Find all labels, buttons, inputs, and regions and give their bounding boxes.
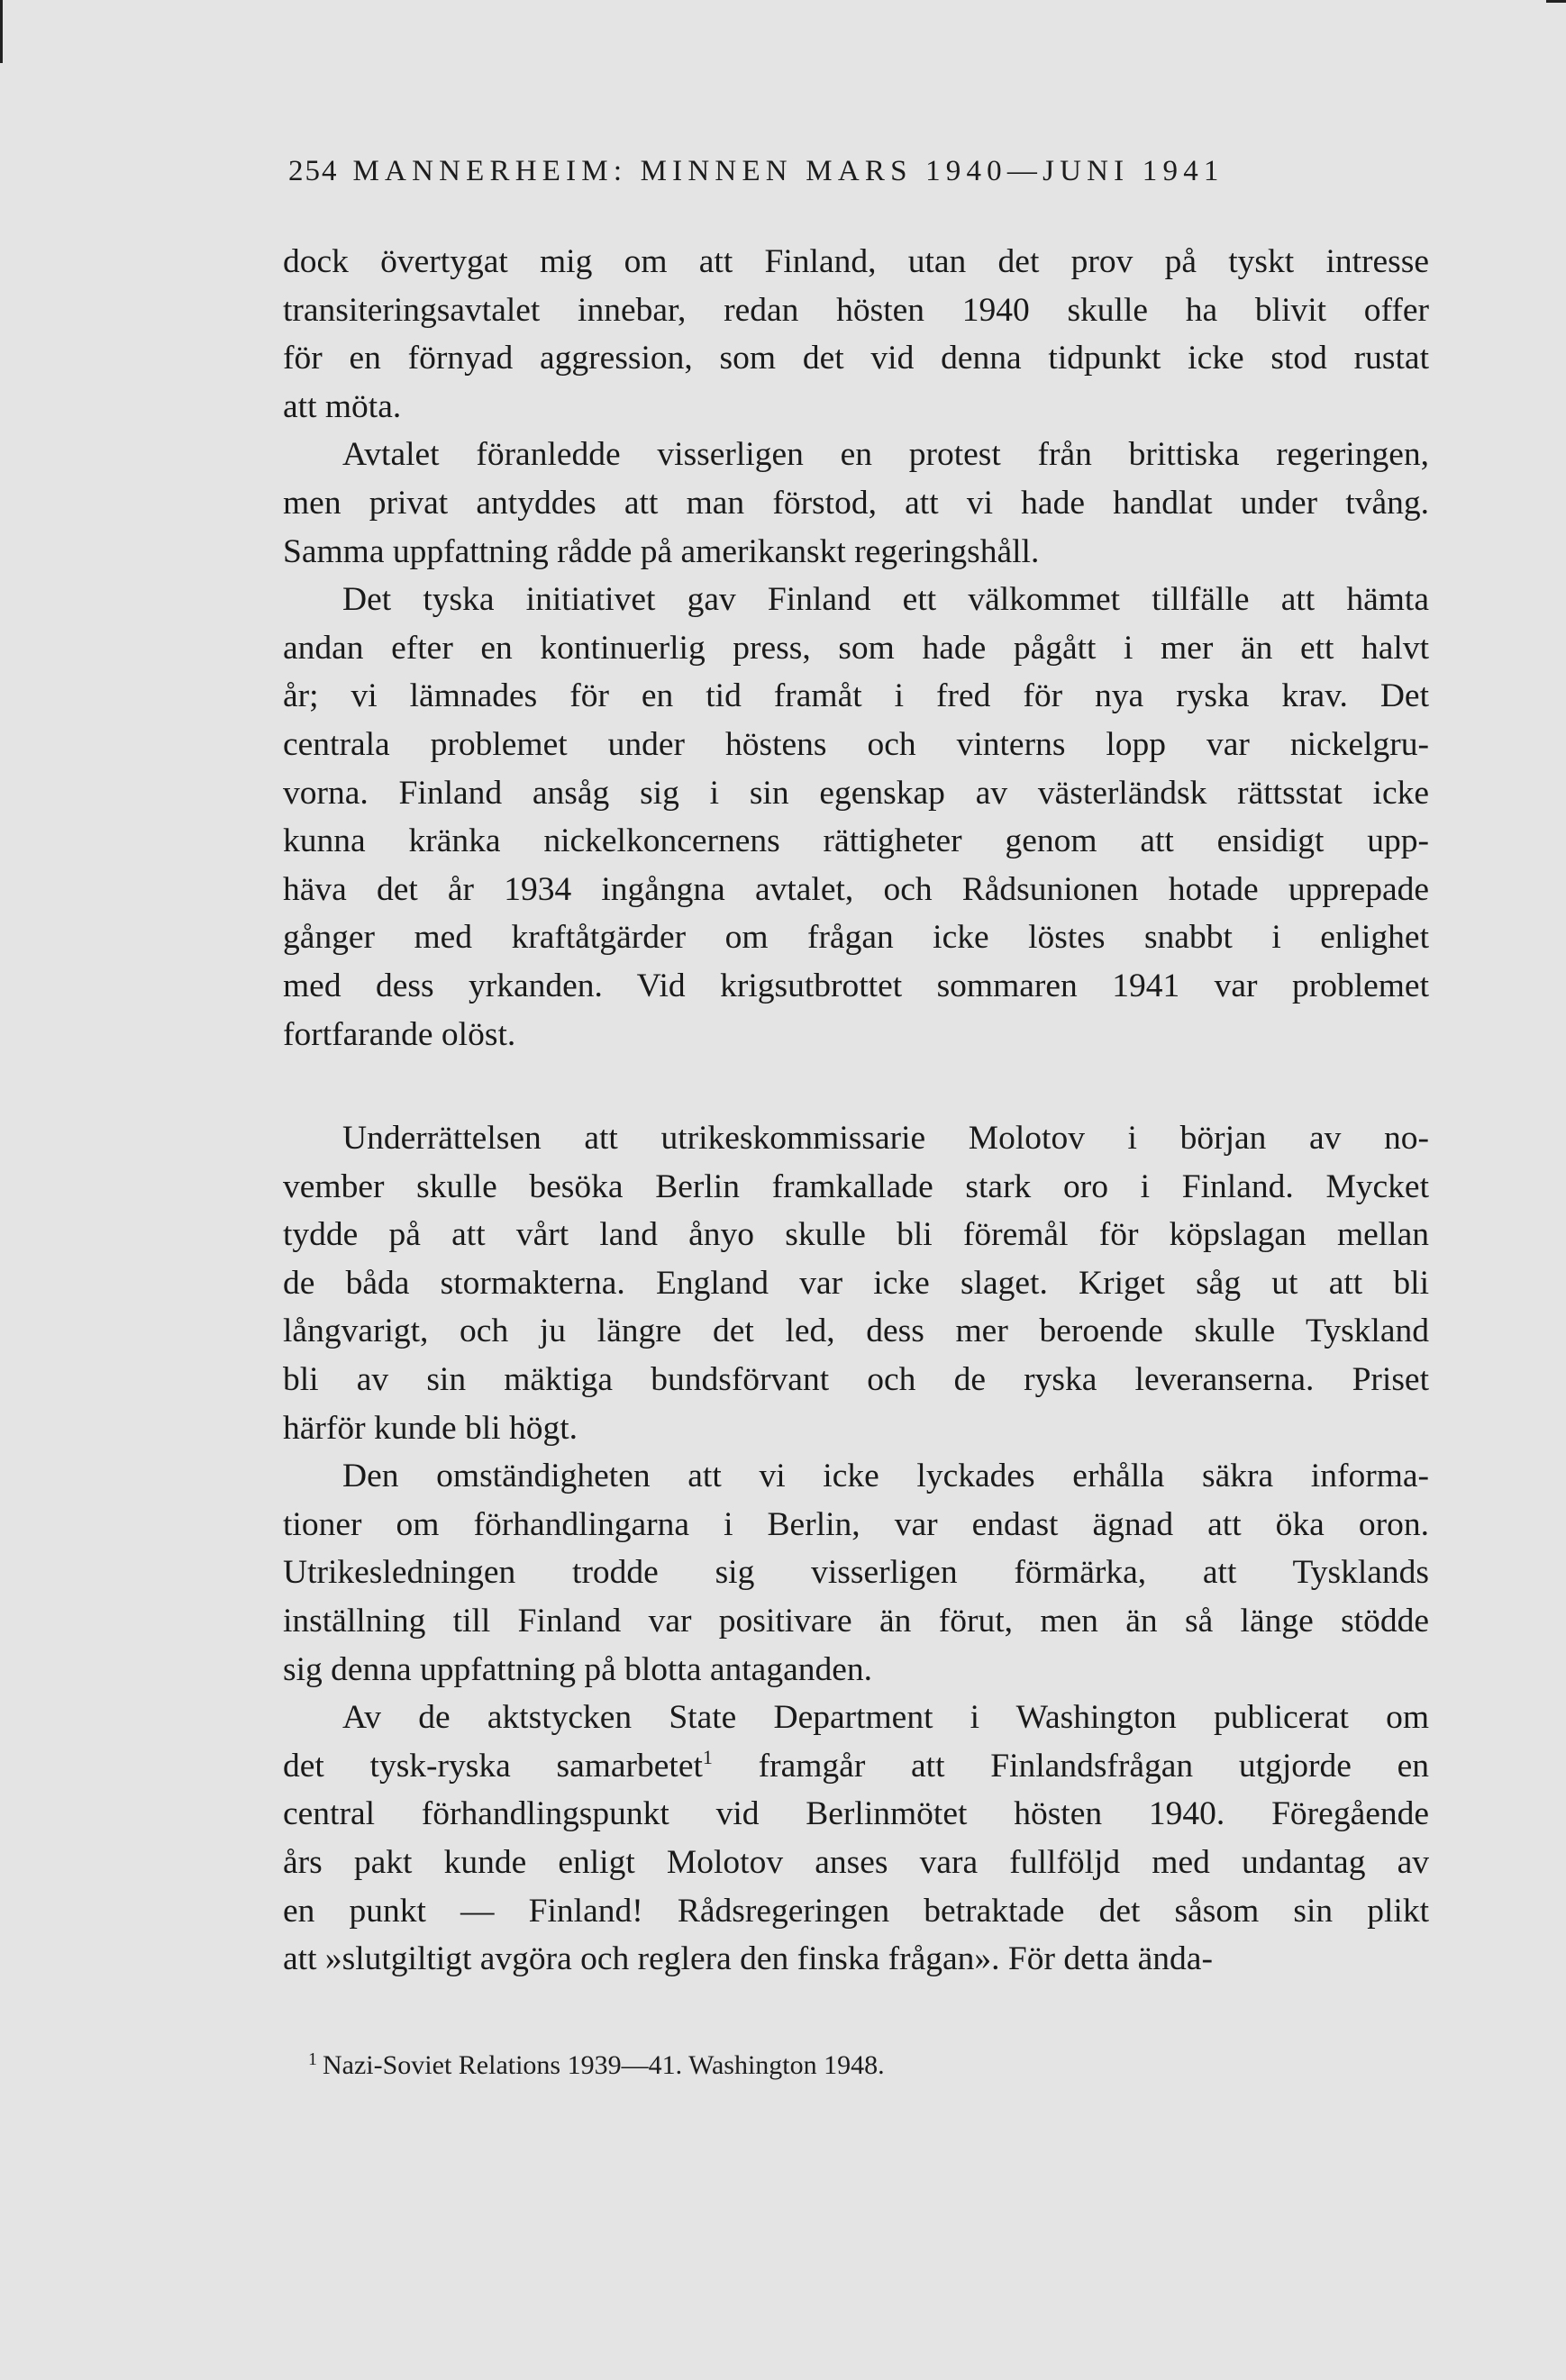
text-line: gånger med kraftåtgärder om frågan icke löstes snabbt i enlighet — [283, 919, 1429, 957]
text-line: Underrättelsen att utrikeskommissarie Molotov i början av no- — [342, 1120, 1429, 1158]
paragraph — [283, 576, 1429, 1058]
text-line: de båda stormakterna. England var icke slaget. Kriget såg ut att bli — [283, 1264, 1429, 1302]
paragraph — [283, 431, 1429, 576]
text-line: bli av sin mäktiga bundsförvant och de ryska leveranserna. Priset — [283, 1361, 1429, 1399]
text-line: andan efter en kontinuerlig press, som hade pågått i mer än ett halvt — [283, 629, 1429, 667]
text-line: Den omständigheten att vi icke lyckades erhålla säkra informa- — [342, 1458, 1429, 1495]
running-head — [288, 155, 1460, 188]
text-line: tydde på att vårt land ånyo skulle bli föremål för köpslagan mellan — [283, 1216, 1429, 1254]
text-line: Samma uppfattning rådde på amerikanskt regeringshåll. — [283, 532, 1040, 570]
footnote-marker[interactable]: 1 — [702, 1745, 713, 1768]
text-line: Det tyska initiativet gav Finland ett välkommet tillfälle att hämta — [342, 581, 1429, 619]
text-line: års pakt kunde enligt Molotov anses vara fullföljd med undantag av — [283, 1844, 1429, 1881]
text-line: vember skulle besöka Berlin framkallade stark oro i Finland. Mycket — [283, 1167, 1429, 1205]
text-line: att »slutgiltigt avgöra och reglera den finska frågan». För detta ända- — [283, 1940, 1213, 1978]
text-line — [283, 1742, 1429, 1791]
text-line: för en förnyad aggression, som det vid denna tidpunkt icke stod rustat — [283, 340, 1429, 377]
text-line: transiteringsavtalet innebar, redan hösten 1940 skulle ha blivit offer — [283, 291, 1429, 329]
page-number: 254 — [288, 155, 339, 187]
text-line: långvarigt, och ju längre det led, dess mer beroende skulle Tyskland — [283, 1313, 1429, 1350]
scan-edge-left — [0, 0, 3, 63]
text-line: inställning till Finland var positivare än förut, men än så länge stödde — [283, 1603, 1429, 1640]
paragraph — [283, 238, 1429, 431]
text-line: dock övertygat mig om att Finland, utan det prov på tyskt intresse — [283, 243, 1429, 280]
text-line: men privat antyddes att man förstod, att vi hade handlat under tvång. — [283, 484, 1429, 522]
text-line: häva det år 1934 ingångna avtalet, och Rådsunionen hotade upprepade — [283, 870, 1429, 908]
paragraph — [283, 1114, 1429, 1452]
text-line: tioner om förhandlingarna i Berlin, var endast ägnad att öka oron. — [283, 1505, 1429, 1543]
text-line: fortfarande olöst. — [283, 1015, 516, 1053]
text-line: Avtalet föranledde visserligen en protest från brittiska regeringen, — [342, 436, 1429, 474]
text-line: central förhandlingspunkt vid Berlinmötet hösten 1940. Föregående — [283, 1795, 1429, 1833]
text-segment: det tysk-ryska samarbetet — [283, 1747, 703, 1785]
text-line: vorna. Finland ansåg sig i sin egenskap av västerländsk rättsstat icke — [283, 774, 1429, 812]
text-line: härför kunde bli högt. — [283, 1409, 578, 1447]
text-line: Av de aktstycken State Department i Washington publicerat om — [342, 1699, 1429, 1737]
scan-edge-right — [1546, 0, 1566, 3]
body-text — [283, 238, 1429, 1984]
footnote — [308, 2049, 885, 2081]
text-line: sig denna uppfattning på blotta antaganden. — [283, 1650, 872, 1688]
text-line: en punkt — Finland! Rådsregeringen betraktade det såsom sin plikt — [283, 1892, 1429, 1930]
footnote-number: 1 — [308, 2049, 317, 2069]
text-line: kunna kränka nickelkoncernens rättigheter genom att ensidigt upp- — [283, 822, 1429, 860]
running-title: MANNERHEIM: MINNEN MARS 1940—JUNI 1941 — [352, 155, 1225, 187]
text-line: att möta. — [283, 387, 402, 425]
text-line: Utrikesledningen trodde sig visserligen förmärka, att Tysklands — [283, 1554, 1429, 1592]
text-segment: framgår att Finlandsfrågan utgjorde en — [712, 1747, 1429, 1785]
text-line: med dess yrkanden. Vid krigsutbrottet sommaren 1941 var problemet — [283, 967, 1429, 1004]
paragraph — [283, 1452, 1429, 1694]
section-break — [283, 1058, 1429, 1114]
text-line: centrala problemet under höstens och vinterns lopp var nickelgru- — [283, 725, 1429, 763]
paragraph — [283, 1694, 1429, 1984]
footnote-text: Nazi-Soviet Relations 1939—41. Washington 1948. — [323, 2050, 885, 2080]
text-line: år; vi lämnades för en tid framåt i fred för nya ryska krav. Det — [283, 677, 1429, 715]
